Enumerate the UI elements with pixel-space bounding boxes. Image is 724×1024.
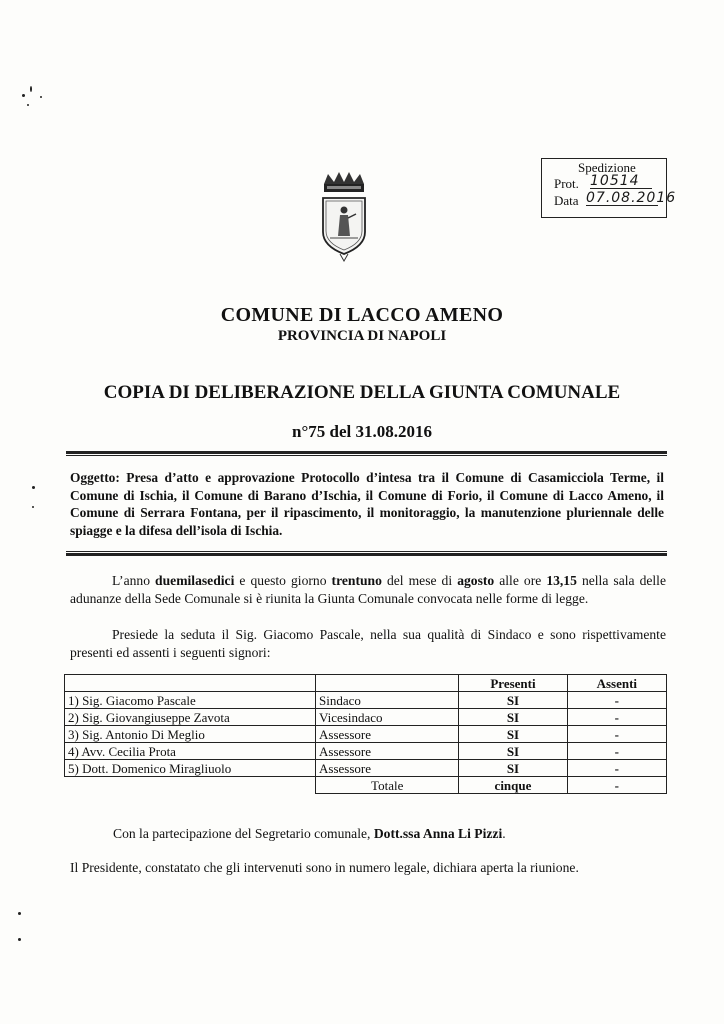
table-total-row [65,777,667,794]
table-row: 2) Sig. Giovangiuseppe Zavota Vicesindaco SI - [65,709,667,726]
secretary-line: Con la partecipazione del Segretario comunale, Dott.ssa Anna Li Pizzi. [113,826,506,841]
scan-speck [32,486,35,489]
subject-text: Oggetto: Presa d’atto e approvazione Protocollo d’intesa tra il Comune di Casamicciola Terme, il Comune di Ischia, il Comune di Barano d’Ischia, il Comune di Forio, il Comune di Lacco Ameno, il Comune di Serrara Fontana, per il ripascimento, il monitoraggio, la manutenzione pluriennale delle spiagge e la difesa dell’isola di Ischia. [70,470,664,538]
total-label: Totale [316,777,459,794]
stamp-title: Spedizione [578,160,636,175]
scan-speck [40,96,42,98]
scan-speck [18,938,21,941]
presidency-paragraph: Presiede la seduta il Sig. Giacomo Pascale, nella sua qualità di Sindaco e sono rispettivamente presenti ed assenti i seguenti signori: [70,627,666,660]
scan-speck [32,506,34,508]
shipping-stamp [541,158,677,218]
meeting-paragraph: L’anno duemilasedici e questo giorno trentuno del mese di agosto alle ore 13,15 nella sala delle adunanze della Sede Comunale si è riunita la Giunta Comunale convocata nelle forme di legge. [70,573,666,606]
deliberation-number: n°75 del 31.08.2016 [292,422,432,441]
stamp-data-value: 07.08.2016 [586,190,677,206]
table-header-row [65,675,667,692]
table-row: 1) Sig. Giacomo Pascale Sindaco SI - [65,692,667,709]
total-assenti: - [567,777,666,794]
scan-speck [27,104,29,106]
divider [66,451,667,454]
municipal-crest-icon [318,170,370,262]
comune-title: COMUNE DI LACCO AMENO [220,304,504,326]
total-presenti: cinque [459,777,567,794]
divider [66,553,667,556]
table-row: 4) Avv. Cecilia Prota Assessore SI - [65,743,667,760]
attendance-table [64,674,667,794]
stamp-prot-value: 10514 [590,174,652,189]
table-row: 3) Sig. Antonio Di Meglio Assessore SI - [65,726,667,743]
divider [66,551,667,552]
stamp-data-label: Data [554,193,579,208]
table-row: 5) Dott. Domenico Miragliuolo Assessore SI - [65,760,667,777]
scan-speck [30,86,32,92]
header-presenti: Presenti [459,675,567,692]
provincia-title: PROVINCIA DI NAPOLI [277,328,447,344]
divider [66,455,667,456]
document-title: COPIA DI DELIBERAZIONE DELLA GIUNTA COMUNALE [103,382,621,403]
header-assenti: Assenti [567,675,666,692]
scan-speck [18,912,21,915]
scan-speck [22,94,25,97]
stamp-prot-label: Prot. [554,176,579,191]
closing-line: Il Presidente, constatato che gli intervenuti sono in numero legale, dichiara aperta la riunione. [70,860,579,875]
